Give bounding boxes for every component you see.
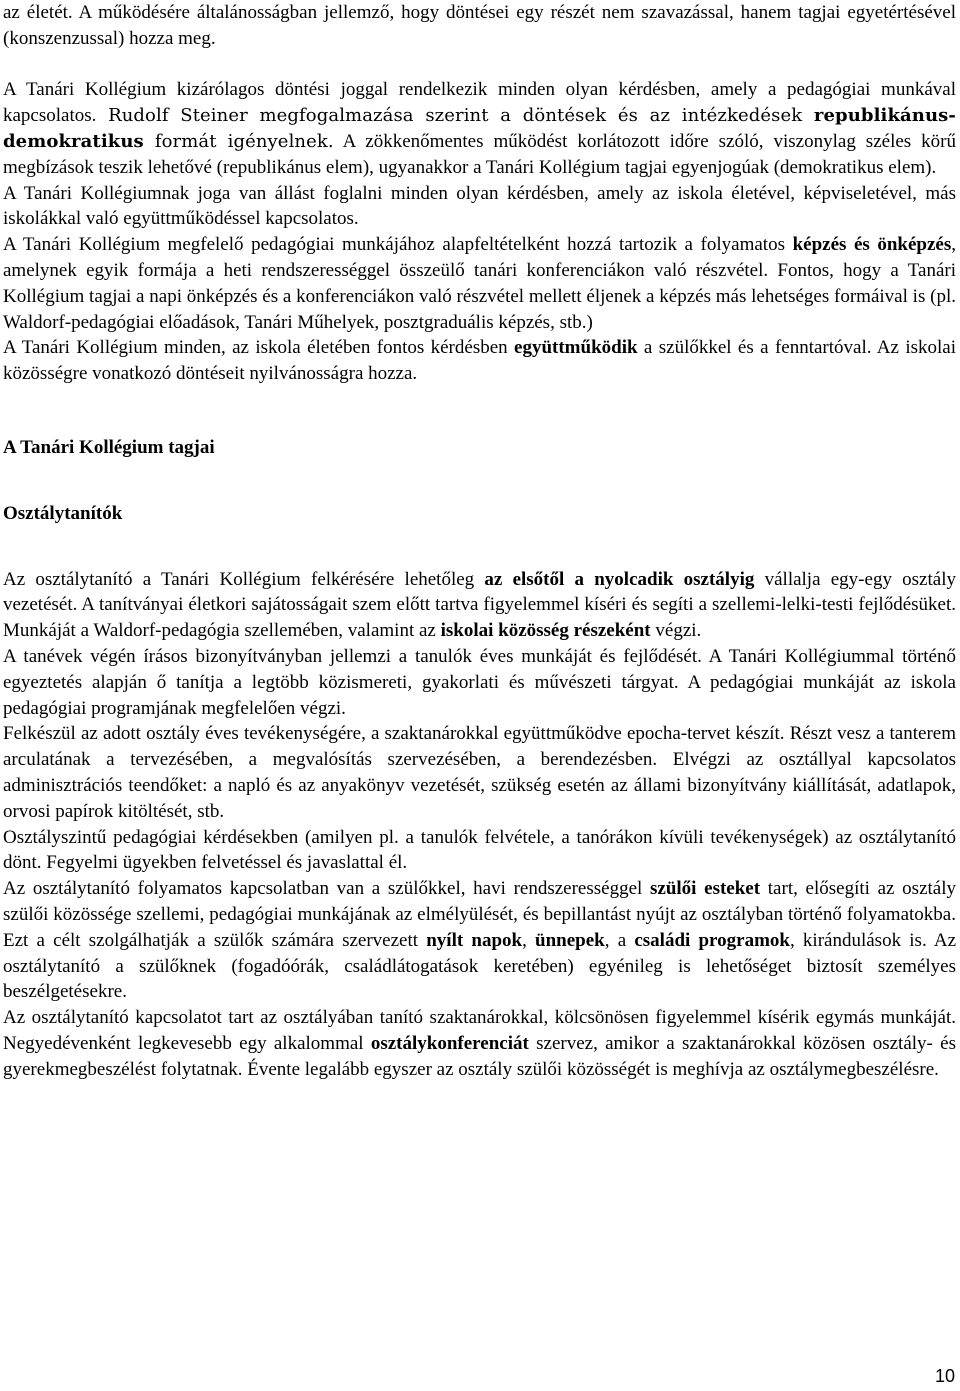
bold-term: családi programok [634, 929, 790, 951]
text-segment: , a [604, 929, 635, 951]
text-segment: vállalja egy-egy osztály vezetését. A tanítványai életkori sajátosságait szem előtt tartva figyelemmel kíséri és segíti a szellemi-lelki-testi fejlődésüket. Munkáját a Waldorf-pedagógia szellemében, valamint az [3, 568, 956, 642]
text-segment: Rudolf Steiner megfogalmazása szerint a döntések és az intézkedések [96, 105, 814, 127]
text-segment: szervez, amikor a szaktanárokkal közösen osztály- és gyerekmegbeszélést folytatnak. Évente legalább egyszer az osztály szülői közösségét is meghívja az osztálymegbeszélésre. [3, 1032, 956, 1080]
text-segment: végzi. [650, 620, 702, 642]
paragraph-consensus: az életét. A működésére általánosságban jellemző, hogy döntései egy részét nem szavazással, hanem tagjai egyetértésével (konszenzussal) hozza meg. [3, 2, 956, 49]
subsection-heading: Osztálytanítók [3, 502, 123, 524]
section-heading: A Tanári Kollégium tagjai [3, 436, 215, 458]
paragraph-opinion-right: A Tanári Kollégiumnak joga van állást foglalni minden olyan kérdésben, amely az iskola életével, képviseletével, más iskolákkal való együttműködéssel kapcsolatos. [3, 182, 956, 230]
text-segment: formát igényelnek. [143, 130, 334, 152]
text-segment: A zökkenőmentes működést korlátozott időre szóló, viszonylag széles körű megbízások teszik lehetővé (republikánus elem), ugyanakkor a Tanári Kollégium tagjai egyenjogúak (demokratikus elem). [3, 130, 956, 178]
spacer [3, 461, 956, 501]
document-page [3, 0, 956, 1082]
text-segment: A Tanári Kollégium kizárólagos döntési joggal rendelkezik minden olyan kérdésben, amely a pedagógiai munkával kapcsolatos. [3, 79, 956, 127]
paragraph-class-decisions: Osztályszintű pedagógiai kérdésekben (amilyen pl. a tanulók felvétele, a tanórákon kívüli tevékenységek) az osztálytanító dönt. Fegyelmi ügyekben felvetéssel és javaslattal él. [3, 826, 956, 874]
bold-term: az elsőtől a nyolcadik osztályig [484, 568, 755, 590]
text-segment: Az osztálytanító folyamatos kapcsolatban van a szülőkkel, havi rendszerességgel [3, 878, 650, 900]
text-segment: Az osztálytanító kapcsolatot tart az osztályában tanító szaktanárokkal, kölcsönösen figyelemmel kísérik egymás munkáját. Negyedévenként legkevesebb egy alkalommal [3, 1007, 956, 1054]
page-number: 10 [934, 1366, 955, 1386]
paragraph-decision-rights [3, 77, 956, 180]
paragraph-class-teacher [3, 567, 956, 644]
bold-term: nyílt napok [426, 929, 523, 951]
paragraph-subject-teachers [3, 1005, 956, 1082]
text-segment: tart, elősegíti az osztály szülői közössége szellemi, pedagógiai munkájának az elmélyülését, és bepillantást nyújt az osztályban történő folyamatokba. Ezt a célt szolgálhatják a szülők számára szervezett [3, 878, 956, 951]
paragraph-preparation: Felkészül az adott osztály éves tevékenységére, a szaktanárokkal együttműködve epocha-tervet készít. Részt vesz a tanterem arculatának a tervezésében, a megvalósítás szervezésében, a berendezésben. Elvégzi az osztállyal kapcsolatos adminisztrációs teendőket: a napló és az anyakönyv vezetését, szükség esetén az állami bizonyítvány kiállítását, adatlapok, orvosi papírok kitöltését, stb. [3, 723, 956, 822]
text-segment: A Tanári Kollégium megfelelő pedagógiai munkájához alapfeltételként hozzá tartozik a folyamatos [3, 234, 793, 256]
text-segment: Az osztálytanító a Tanári Kollégium felkérésére lehetőleg [3, 568, 485, 590]
bold-term: szülői esteket [650, 878, 761, 900]
spacer [3, 527, 956, 567]
bold-term: együttműködik [514, 337, 638, 359]
paragraph-training [3, 232, 956, 335]
bold-term: republikánus-demokratikus [3, 105, 956, 152]
bold-term: osztálykonferenciát [370, 1032, 529, 1054]
text-segment: A Tanári Kollégium minden, az iskola életében fontos kérdésben [3, 337, 515, 359]
bold-term: ünnepek [535, 929, 605, 951]
paragraph-cooperation [3, 335, 956, 387]
text-segment: , [522, 929, 536, 951]
spacer [3, 387, 956, 435]
bold-term: képzés és önképzés [792, 234, 952, 256]
spacer [3, 52, 956, 78]
bold-term: iskolai közösség részeként [440, 620, 651, 642]
paragraph-parents [3, 876, 956, 1005]
text-segment: , amelynek egyik formája a heti rendszerességgel összeülő tanári konferenciákon való részvétel. Fontos, hogy a Tanári Kollégium tagjai a napi önképzés és a konferenciákon való részvétel mellett éljenek a képzés más lehetséges formáival is (pl. Waldorf-pedagógiai előadások, Tanári Műhelyek, posztgraduális képzés, stb.) [3, 234, 956, 333]
paragraph-certificates: A tanévek végén írásos bizonyítványban jellemzi a tanulók éves munkáját és fejlődését. A Tanári Kollégiummal történő egyeztetés alapján ő tanítja a legtöbb közismereti, gyakorlati és művészeti tárgyat. A pedagógiai munkáját az iskola pedagógiai programjának megfelelően végzi. [3, 645, 956, 719]
text-segment: a szülőkkel és a fenntartóval. Az iskolai közösségre vonatkozó döntéseit nyilvánosságra hozza. [3, 337, 957, 385]
text-segment: , kirándulások is. Az osztálytanító a szülőknek (fogadóórák, családlátogatások keretében) egyénileg is lehetőséget biztosít személyes beszélgetésekre. [3, 929, 957, 1003]
